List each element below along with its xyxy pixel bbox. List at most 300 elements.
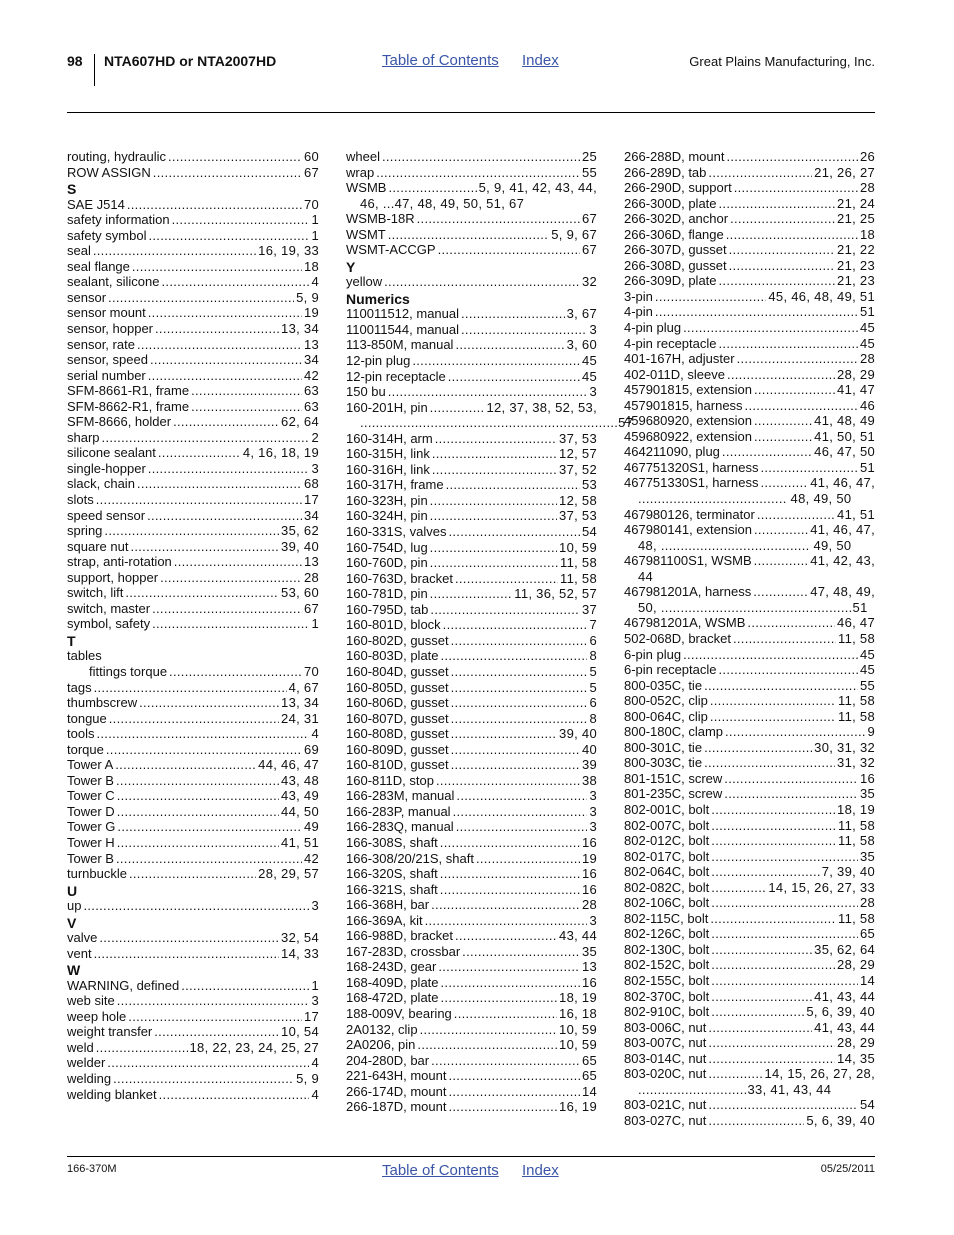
index-entry	[624, 1097, 875, 1113]
index-entry	[624, 631, 875, 647]
index-term: thumbscrew	[67, 695, 138, 711]
index-entry	[67, 601, 319, 617]
index-term: 467751330S1, harness	[624, 475, 759, 491]
dot-leader	[704, 740, 812, 756]
page-refs: 3	[589, 321, 597, 337]
dot-leader	[451, 757, 580, 773]
index-term: 3-pin	[624, 288, 653, 304]
index-term: tongue	[67, 710, 107, 726]
section-letter: Numerics	[346, 290, 410, 307]
page-refs: 28	[581, 897, 597, 913]
index-entry	[346, 227, 597, 243]
dot-leader	[451, 726, 557, 742]
index-term: WSMB-18R	[346, 211, 415, 227]
index-entry	[624, 771, 875, 787]
dot-leader	[117, 819, 302, 835]
dot-leader	[719, 273, 836, 289]
dot-leader	[711, 849, 858, 865]
index-term: 266-302D, anchor	[624, 211, 729, 227]
index-entry	[346, 540, 597, 556]
dot-leader	[83, 898, 309, 914]
page-refs: 7	[589, 617, 597, 633]
dot-leader	[745, 398, 858, 414]
page-refs: 4	[311, 726, 319, 742]
page-refs: 35, 62, 64	[814, 941, 875, 957]
page-refs: 37, 53	[559, 508, 597, 524]
page-number: 98	[67, 53, 83, 69]
index-entry	[346, 1084, 597, 1100]
index-term: 800-180C, clamp	[624, 724, 723, 740]
index-entry	[67, 978, 319, 994]
page-refs: 35	[581, 943, 597, 959]
index-entry	[346, 446, 597, 462]
index-term: 150 bu	[346, 384, 386, 400]
page-refs: 11, 58	[838, 833, 875, 849]
index-entry	[346, 353, 597, 369]
dot-leader	[431, 897, 580, 913]
index-entry	[346, 1037, 597, 1053]
index-entry	[346, 913, 597, 929]
index-entry	[624, 475, 875, 491]
index-entry	[346, 617, 597, 633]
dot-leader	[152, 616, 309, 632]
index-entry	[67, 274, 319, 290]
page-refs: 21, 22	[837, 242, 875, 258]
index-term: 803-021C, nut	[624, 1097, 707, 1113]
index-term: 166-368H, bar	[346, 897, 430, 913]
page-refs: 41, 51	[281, 834, 319, 850]
index-term: 464211090, plug	[624, 444, 720, 460]
dot-leader	[443, 617, 588, 633]
index-entry	[624, 211, 875, 227]
page-refs: 63	[303, 383, 319, 399]
index-entry	[346, 664, 597, 680]
dot-leader	[451, 742, 580, 758]
page-refs: 28	[859, 895, 875, 911]
index-term: 467980141, extension	[624, 522, 752, 538]
page-refs: 18	[859, 226, 875, 242]
page-refs: 17	[303, 491, 319, 507]
index-entry	[67, 508, 319, 524]
page-refs: 10, 59	[559, 1037, 597, 1053]
page-refs: 3	[311, 460, 319, 476]
index-entry	[624, 1035, 875, 1051]
index-term: up	[67, 898, 82, 914]
dot-leader	[438, 959, 580, 975]
page-refs: 11, 58	[838, 630, 875, 646]
index-entry	[624, 1066, 875, 1082]
page-refs: 70	[303, 663, 319, 679]
index-entry	[346, 1099, 597, 1115]
dot-leader	[708, 1113, 804, 1129]
index-entry	[67, 773, 319, 789]
page-refs: 8	[589, 648, 597, 664]
dot-leader	[754, 522, 808, 538]
dot-leader	[708, 1051, 835, 1067]
index-entry	[67, 819, 319, 835]
page-refs: 5, 9, 41, 42, 43, 44,	[478, 180, 597, 196]
dot-leader	[438, 242, 580, 258]
page-refs: 14	[581, 1083, 597, 1099]
page-refs: 55	[859, 677, 875, 693]
dot-leader	[451, 680, 588, 696]
index-term: SFM-8662-R1, frame	[67, 398, 190, 414]
dot-leader	[441, 975, 580, 991]
page-refs: 5, 9	[296, 1071, 319, 1087]
index-term: 803-027C, nut	[624, 1112, 707, 1128]
index-entry	[346, 959, 597, 975]
index-entry	[346, 695, 597, 711]
index-entry	[624, 165, 875, 181]
dot-leader	[754, 553, 809, 569]
dot-leader	[710, 709, 836, 725]
index-entry	[346, 944, 597, 960]
dot-leader	[162, 274, 310, 290]
index-entry	[67, 695, 319, 711]
index-term: 802-370C, bolt	[624, 988, 710, 1004]
index-term: 221-643H, mount	[346, 1068, 447, 1084]
index-entry	[67, 461, 319, 477]
index-entry	[624, 957, 875, 973]
dot-leader	[724, 786, 858, 802]
index-term: 803-020C, nut	[624, 1066, 707, 1082]
dot-leader	[451, 695, 588, 711]
index-term: 160-317H, frame	[346, 477, 444, 493]
dot-leader	[191, 383, 302, 399]
index-entry	[67, 1071, 319, 1087]
index-term: 160-314H, arm	[346, 430, 433, 446]
dot-leader	[96, 726, 309, 742]
page-refs: 9	[867, 724, 875, 740]
index-entry	[346, 866, 597, 882]
page-refs: 40	[581, 741, 597, 757]
page-refs: 8	[589, 710, 597, 726]
page-refs: 18, 19	[837, 801, 875, 817]
dot-leader	[453, 804, 588, 820]
page-refs-continued: ............................33, 41, 43, 44	[638, 1081, 832, 1097]
index-term: 166-283P, manual	[346, 803, 451, 819]
dot-leader	[94, 680, 287, 696]
dot-leader	[109, 711, 279, 727]
dot-leader	[430, 602, 580, 618]
index-entry	[346, 882, 597, 898]
page-refs: 41, 47	[837, 382, 875, 398]
dot-leader	[127, 197, 302, 213]
index-entry	[346, 680, 597, 696]
page-refs: 11, 58	[838, 693, 875, 709]
index-entry	[67, 866, 319, 882]
page-refs: 10, 54	[281, 1024, 319, 1040]
dot-leader	[191, 399, 302, 415]
index-term: SFM-8661-R1, frame	[67, 383, 190, 399]
page-refs: 16	[859, 770, 875, 786]
page-refs: 16	[581, 974, 597, 990]
index-entry	[67, 946, 319, 962]
dot-leader	[432, 446, 557, 462]
page-refs: 2	[311, 429, 319, 445]
dot-leader	[730, 211, 835, 227]
dot-leader	[708, 1097, 858, 1113]
dot-leader	[117, 788, 279, 804]
page-refs: 1	[311, 977, 319, 993]
index-term: 166-283Q, manual	[346, 819, 454, 835]
dot-leader	[726, 149, 857, 165]
index-entry	[346, 742, 597, 758]
dot-leader	[116, 851, 302, 867]
index-entry	[67, 554, 319, 570]
index-entry	[67, 788, 319, 804]
dot-leader	[754, 413, 812, 429]
index-term: serial number	[67, 367, 146, 383]
page-refs: 67	[303, 164, 319, 180]
index-entry	[346, 322, 597, 338]
index-term: 160-804D, gusset	[346, 663, 449, 679]
dot-leader	[430, 540, 557, 556]
index-term: 467981201A, WSMB	[624, 615, 746, 631]
dot-leader	[727, 367, 835, 383]
index-link[interactable]: Index	[522, 52, 559, 69]
index-term: 502-068D, bracket	[624, 630, 731, 646]
page-refs: 46	[859, 397, 875, 413]
index-entry	[346, 1022, 597, 1038]
page-refs: 14, 33	[281, 945, 319, 961]
dot-leader	[757, 507, 835, 523]
page-refs: 45	[859, 662, 875, 678]
index-entry	[624, 849, 875, 865]
page-refs: 44, 46, 47	[258, 757, 319, 773]
index-entry	[624, 973, 875, 989]
dot-leader	[711, 895, 858, 911]
index-term: 802-910C, bolt	[624, 1004, 710, 1020]
index-term: slack, chain	[67, 476, 135, 492]
page-refs: 14, 15, 26, 27, 28,	[764, 1066, 875, 1082]
index-entry	[346, 804, 597, 820]
document-number: 166-370M	[67, 1163, 117, 1175]
page-refs: 67	[581, 211, 597, 227]
index-term: WSMT-ACCGP	[346, 242, 436, 258]
page-refs: 69	[303, 741, 319, 757]
index-term: switch, lift	[67, 585, 124, 601]
index-entry	[67, 305, 319, 321]
dot-leader	[711, 942, 812, 958]
index-term: 160-807D, gusset	[346, 710, 449, 726]
dot-leader	[737, 351, 858, 367]
page-refs: 67	[581, 242, 597, 258]
page-refs: 26	[859, 149, 875, 164]
page-refs: 32, 54	[281, 930, 319, 946]
dot-leader	[708, 1066, 762, 1082]
page-refs: 17	[303, 1008, 319, 1024]
index-entry	[624, 864, 875, 880]
page-refs: 18, 19	[559, 990, 597, 1006]
index-entry	[346, 788, 597, 804]
index-entry	[67, 930, 319, 946]
index-entry	[67, 1087, 319, 1103]
index-entry	[67, 321, 319, 337]
page-refs: 3, 67	[566, 306, 597, 322]
dot-leader	[711, 802, 835, 818]
index-term: 12-pin plug	[346, 353, 411, 369]
index-term: 2A0132, clip	[346, 1021, 418, 1037]
dot-leader	[137, 476, 302, 492]
page-refs: 28, 29	[837, 1035, 875, 1051]
dot-leader	[451, 633, 588, 649]
index-entry	[624, 258, 875, 274]
dot-leader	[417, 1037, 557, 1053]
index-entry	[346, 819, 597, 835]
manual-title: NTA607HD or NTA2007HD	[104, 53, 277, 69]
dot-leader	[148, 461, 310, 477]
index-term: 467981100S1, WSMB	[624, 553, 752, 569]
dot-leader	[435, 431, 557, 447]
index-term: 266-306D, flange	[624, 226, 724, 242]
page-refs: 16	[581, 866, 597, 882]
page-refs: 41, 42, 43,	[810, 553, 875, 569]
index-term: 160-781D, pin	[346, 586, 428, 602]
page-refs: 3	[589, 384, 597, 400]
page-refs: 37, 52	[559, 461, 597, 477]
page-refs: 68	[303, 476, 319, 492]
index-term: 802-017C, bolt	[624, 848, 710, 864]
page-refs-continued: ...................................... 48, 49, 50	[638, 491, 852, 507]
index-entry	[67, 585, 319, 601]
index-entry	[346, 835, 597, 851]
dot-leader	[431, 1053, 580, 1069]
page-refs: 3, 60	[566, 337, 597, 353]
index-entry	[346, 165, 597, 181]
page-refs: 5	[589, 663, 597, 679]
dot-leader	[719, 662, 858, 678]
index-term: 160-316H, link	[346, 461, 430, 477]
index-term: 166-283M, manual	[346, 788, 455, 804]
index-term: 188-009V, bearing	[346, 1005, 452, 1021]
index-entry	[346, 508, 597, 524]
index-entry	[346, 274, 597, 290]
dot-leader	[388, 227, 550, 243]
page-refs: 14, 15, 26, 27, 33	[768, 879, 875, 895]
index-term: 266-307D, gusset	[624, 242, 727, 258]
page-refs: 39, 40	[281, 538, 319, 554]
index-term: 402-011D, sleeve	[624, 366, 725, 382]
index-entry	[346, 369, 597, 385]
page-refs: 41, 46, 47,	[810, 522, 875, 538]
index-term: 160-805D, gusset	[346, 679, 449, 695]
footer-index-link[interactable]: Index	[522, 1162, 559, 1179]
index-entry	[67, 212, 319, 228]
dot-leader	[148, 228, 309, 244]
page-refs: 6	[589, 632, 597, 648]
index-term: 802-064C, bolt	[624, 864, 710, 880]
index-term: switch, master	[67, 600, 151, 616]
page-refs: 21, 26, 27	[814, 164, 875, 180]
page-refs-continued: 46, ...47, 48, 49, 50, 51, 67	[360, 195, 525, 211]
page-refs: 43, 44	[559, 928, 597, 944]
index-term: welding blanket	[67, 1086, 157, 1102]
index-term: 459680922, extension	[624, 428, 752, 444]
page-refs: 53, 60	[281, 585, 319, 601]
index-term: 803-014C, nut	[624, 1050, 707, 1066]
index-term: WSMT	[346, 226, 386, 242]
page-refs: 11, 36, 52, 57	[514, 586, 597, 602]
index-term: 160-763D, bracket	[346, 570, 453, 586]
page-refs: 42	[303, 367, 319, 383]
page-refs: 41, 50, 51	[814, 428, 875, 444]
page-refs: 14, 35	[837, 1050, 875, 1066]
page-refs: 25	[581, 149, 597, 164]
index-entry	[67, 228, 319, 244]
index-entry	[67, 368, 319, 384]
dot-leader	[476, 851, 580, 867]
page-refs: 16, 19, 33	[258, 243, 319, 259]
index-entry	[346, 586, 597, 602]
index-term: 802-001C, bolt	[624, 801, 710, 817]
page-refs: 67	[303, 600, 319, 616]
footer-table-of-contents-link[interactable]: Table of Contents	[382, 1162, 499, 1179]
index-entry	[624, 693, 875, 709]
index-entry	[346, 897, 597, 913]
page-refs: 65	[581, 1068, 597, 1084]
index-term: 802-155C, bolt	[624, 972, 710, 988]
dot-leader	[132, 259, 302, 275]
dot-leader	[461, 306, 565, 322]
index-entry	[346, 431, 597, 447]
index-term: tables	[67, 648, 102, 664]
dot-leader	[441, 648, 588, 664]
dot-leader	[708, 165, 812, 181]
index-term: vent	[67, 945, 92, 961]
page-refs: 13	[303, 336, 319, 352]
index-term: 160-806D, gusset	[346, 695, 449, 711]
index-term: 802-106C, bolt	[624, 895, 710, 911]
index-term: 204-280D, bar	[346, 1052, 430, 1068]
index-term: Tower C	[67, 788, 115, 804]
index-entry	[346, 773, 597, 789]
dot-leader	[129, 866, 256, 882]
page-refs: 53	[581, 477, 597, 493]
dot-leader	[430, 400, 485, 416]
index-term: 160-803D, plate	[346, 648, 439, 664]
index-entry	[624, 304, 875, 320]
page-refs: 3	[589, 819, 597, 835]
index-entry	[624, 289, 875, 305]
index-entry	[624, 1051, 875, 1067]
index-term: 457901815, harness	[624, 397, 743, 413]
page-refs: 37	[581, 601, 597, 617]
index-entry	[346, 462, 597, 478]
index-term: 6-pin receptacle	[624, 662, 717, 678]
index-entry	[67, 993, 319, 1009]
table-of-contents-link[interactable]: Table of Contents	[382, 52, 499, 69]
index-term: 110011512, manual	[346, 306, 460, 322]
page-refs: 4, 67	[288, 679, 319, 695]
index-term: 266-187D, mount	[346, 1099, 447, 1115]
dot-leader	[711, 864, 819, 880]
dot-leader	[753, 584, 808, 600]
dot-leader	[173, 414, 279, 430]
index-entry	[346, 975, 597, 991]
index-entry	[624, 336, 875, 352]
index-entry	[624, 724, 875, 740]
index-entry	[346, 571, 597, 587]
index-entry	[67, 664, 319, 680]
page-refs: 41, 43, 44	[814, 988, 875, 1004]
index-term: 160-802D, gusset	[346, 632, 449, 648]
index-term: 160-810D, gusset	[346, 757, 449, 773]
index-term: 160-323H, pin	[346, 492, 428, 508]
index-term: welding	[67, 1071, 112, 1087]
index-term: weight transfer	[67, 1024, 153, 1040]
section-letter: Y	[346, 258, 356, 275]
